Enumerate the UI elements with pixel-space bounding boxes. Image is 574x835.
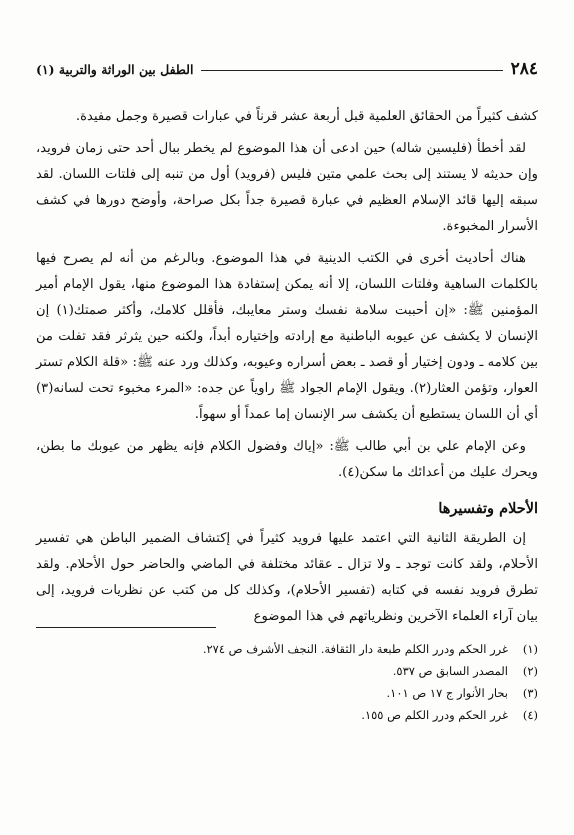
book-title: الطفل بين الوراثة والتربية (١) xyxy=(36,61,194,77)
footnote-text: غرر الحكم ودرر الكلم ص ١٥٥. xyxy=(361,708,508,722)
paragraph: لقد أخطأ (فليسين شاله) حين ادعى أن هذا الموضوع لم يخطر ببال أحد حتى زمان فرويد، وإن حديثه لا يستند إلى بحث علمي متين فليس (فرويد) أول من تنبه إلى فلتات اللسان. لقد سبقه إليها قائد الإسلام العظيم في عبارة قصيرة جداً بكل صراحة، وأوضح دورها في كشف الأسرار المخبوءة. xyxy=(36,141,538,234)
footnote-number: (٤) xyxy=(522,708,538,722)
header-rule xyxy=(201,70,502,71)
footnote-number: (٢) xyxy=(522,664,538,678)
footnote xyxy=(36,638,538,660)
paragraph: هناك أحاديث أخرى في الكتب الدينية في هذا الموضوع. وبالرغم من أنه لم يصرح فيها بالكلمات الساهية وفلتات اللسان، إلا أنه يمكن إستفادة هذا الموضوع منها، يقول الإمام أمير المؤمنين ﷺ: «إن أحببت سلامة نفسك وستر معايبك، فأقلل كلامك، وأكثر صمتك(١) إن الإنسان لا يكشف عن عيوبه الباطنية مع إرادته وإختياره أبداً، ولكنه حين يثرثر فقد تفلت من بين كلامه ـ ودون إختيار أو قصد ـ بعض أسراره وعيوبه، وكذلك ورد عنه ﷺ: «قلة الكلام تستر العوار، وتؤمن العثار(٢). ويقول الإمام الجواد ﷺ راوياً عن جده: «المرء مخبوء تحت لسانه(٣) أي أن اللسان يستطيع أن يكشف سر الإنسان إما عمداً أو سهواً. xyxy=(36,251,539,422)
footnote xyxy=(36,682,538,704)
page-number: ٢٨٤ xyxy=(510,59,538,79)
section-heading: الأحلام وتفسيرها xyxy=(438,500,538,517)
paragraph: وعن الإمام علي بن أبي طالب ﷺ: «إياك وفضول الكلام فإنه يظهر من عيوبك ما بطن، ويحرك عليك من أعدائك ما سكن(٤). xyxy=(36,439,538,480)
footnote-number: (٣) xyxy=(522,686,538,700)
paragraph: إن الطريقة الثانية التي اعتمد عليها فرويد كثيراً في إكتشاف الضمير الباطن هي تفسير الأحلام، ولقد كانت توجد ـ ولا تزال ـ عقائد مختلفة في الماضي والحاضر حول الأحلام. ولقد تطرق فرويد نفسه في كتابه (تفسير الأحلام)، وكذلك كل من كتب عن نظريات فرويد، إلى بيان آراء العلماء الآخرين ونظرياتهم في هذا الموضوع xyxy=(36,531,538,624)
paragraph: كشف كثيراً من الحقائق العلمية قبل أربعة عشر قرناً في عبارات قصيرة وجمل مفيدة. xyxy=(75,109,538,124)
footnote xyxy=(36,660,538,682)
footnote-number: (١) xyxy=(522,642,538,656)
footnote-text: بحار الأنوار ج ١٧ ص ١٠١. xyxy=(386,686,508,700)
main-text xyxy=(36,104,538,630)
footnotes xyxy=(36,638,538,726)
footnote xyxy=(36,704,538,726)
footnote-separator xyxy=(36,627,216,628)
page xyxy=(36,58,538,636)
footnote-text: المصدر السابق ص ٥٣٧. xyxy=(392,664,508,678)
running-header xyxy=(36,58,538,80)
footnote-text: غرر الحكم ودرر الكلم طبعة دار الثقافة. النجف الأشرف ص ٢٧٤. xyxy=(202,642,508,656)
